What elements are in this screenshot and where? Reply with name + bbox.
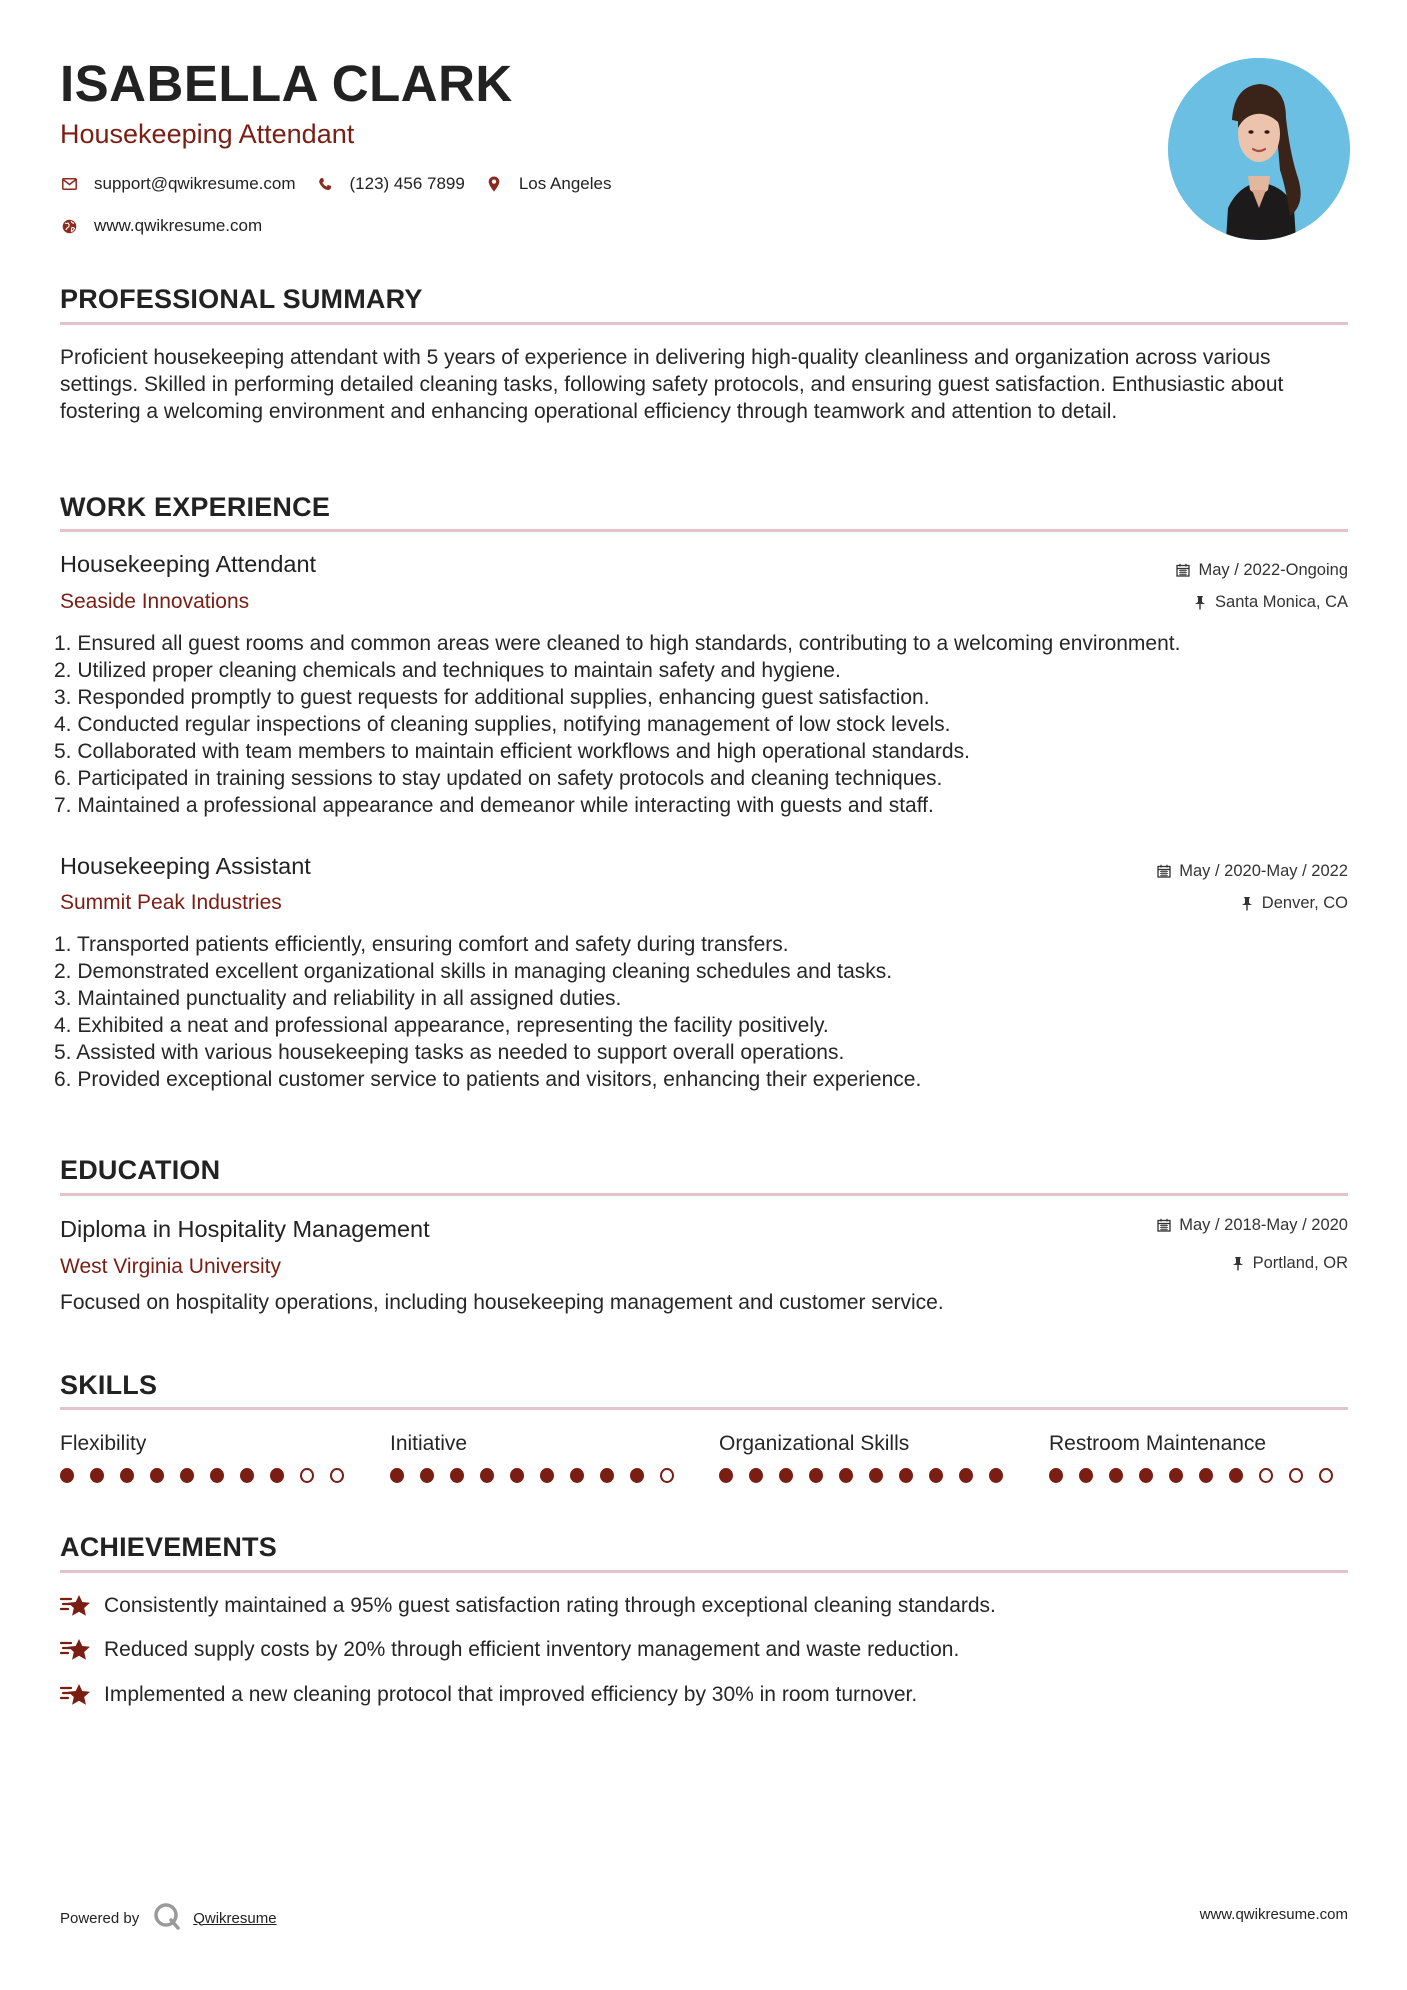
skill-name: Organizational Skills [719,1432,910,1455]
job-title: Housekeeping Assistant [60,853,311,879]
rating-dot-filled [779,1468,793,1483]
rating-dot-filled [959,1468,973,1483]
skill-name: Initiative [390,1432,468,1455]
section-title-achievements: ACHIEVEMENTS [60,1532,277,1562]
section-divider [60,529,1348,532]
job-company: Summit Peak Industries [60,891,282,914]
qwikresume-logo [153,1902,181,1934]
rating-dot-filled [1169,1468,1183,1483]
list-item: 1. Transported patients efficiently, ensuring comfort and safety during transfers. [54,933,789,956]
pin-icon [1192,594,1208,610]
list-item: 6. Provided exceptional customer service to patients and visitors, enhancing their experience. [54,1068,922,1091]
website-link[interactable]: www.qwikresume.com [94,216,263,235]
pin-icon [1230,1255,1246,1271]
rating-dot-empty [330,1468,344,1483]
rating-dot-filled [540,1468,554,1483]
rating-dot-filled [1049,1468,1063,1483]
skill-name: Flexibility [60,1432,147,1455]
footer-website[interactable]: www.qwikresume.com [1199,1906,1348,1923]
envelope-icon [60,175,78,193]
summary-text: Proficient housekeeping attendant with 5 years of experience in delivering high-quality cleanliness and organization across various settings. Skilled in performing detailed cleaning tasks, following safety protocols, and ensuring guest satisfaction. Enthusiastic about fostering a welcoming environment and enhancing operational efficiency through teamwork and attention to detail. [60,346,1284,423]
skill-rating [60,1468,360,1483]
section-title-summary: PROFESSIONAL SUMMARY [60,284,423,314]
rating-dot-filled [749,1468,763,1483]
rating-dot-filled [719,1468,733,1483]
list-item: 5. Assisted with various housekeeping tasks as needed to support overall operations. [54,1041,845,1064]
phone-number: (123) 456 7899 [349,174,465,193]
rating-dot-filled [989,1468,1003,1483]
rating-dot-filled [869,1468,883,1483]
achievement-item [60,1637,959,1663]
achievement-text: Reduced supply costs by 20% through efficient inventory management and waste reduction. [104,1638,960,1661]
list-item: 2. Utilized proper cleaning chemicals and techniques to maintain safety and hygiene. [54,659,841,682]
rating-dot-empty [1259,1468,1273,1483]
rating-dot-filled [809,1468,823,1483]
email-link[interactable]: support@qwikresume.com [94,174,296,193]
achievement-text: Implemented a new cleaning protocol that improved efficiency by 30% in room turnover. [104,1683,918,1706]
list-item: 2. Demonstrated excellent organizational skills in managing cleaning schedules and tasks. [54,960,893,983]
list-item: 7. Maintained a professional appearance and demeanor while interacting with guests and staff. [54,794,934,817]
job-location-text: Santa Monica, CA [1215,593,1348,611]
star-achievement-icon [60,1593,92,1619]
rating-dot-filled [1229,1468,1243,1483]
rating-dot-filled [570,1468,584,1483]
rating-dot-filled [240,1468,254,1483]
list-item: 4. Exhibited a neat and professional appearance, representing the facility positively. [54,1014,829,1037]
rating-dot-filled [600,1468,614,1483]
education-description: Focused on hospitality operations, including housekeeping management and customer service. [60,1291,944,1314]
section-title-education: EDUCATION [60,1155,221,1185]
calendar-icon [1175,562,1191,578]
skill-item [1049,1433,1349,1483]
list-item: 3. Maintained punctuality and reliability in all assigned duties. [54,987,622,1010]
rating-dot-filled [1109,1468,1123,1483]
job-location [1192,594,1348,611]
list-item: 5. Collaborated with team members to maintain efficient workflows and high operational standards. [54,740,970,763]
star-achievement-icon [60,1637,92,1663]
phone-icon [316,175,334,193]
rating-dot-filled [420,1468,434,1483]
section-divider [60,1193,1348,1196]
list-item: 6. Participated in training sessions to stay updated on safety protocols and cleaning techniques. [54,767,943,790]
job-title: Housekeeping Attendant [60,551,317,577]
resume-page [54,0,1348,1990]
skill-name: Restroom Maintenance [1049,1432,1267,1455]
job-company: Seaside Innovations [60,590,250,613]
rating-dot-empty [660,1468,674,1483]
section-divider [60,322,1348,325]
calendar-icon [1156,863,1172,879]
skill-item [60,1433,360,1483]
powered-by-label: Powered by [60,1909,140,1927]
job-bullet-list [54,630,1354,819]
skill-rating [719,1468,1019,1483]
rating-dot-filled [899,1468,913,1483]
job-location [1239,895,1348,912]
profile-photo [1168,58,1350,240]
job-dates [1156,863,1348,880]
achievement-item [60,1682,917,1708]
globe-icon [60,217,78,235]
rating-dot-filled [60,1468,74,1483]
education-school: West Virginia University [60,1255,281,1278]
education-dates [1156,1217,1348,1234]
rating-dot-empty [300,1468,314,1483]
skill-rating [1049,1468,1349,1483]
contact-row-primary [60,174,631,194]
rating-dot-filled [1139,1468,1153,1483]
education-location [1230,1255,1348,1272]
rating-dot-empty [1319,1468,1333,1483]
skill-item [719,1433,1019,1483]
rating-dot-filled [270,1468,284,1483]
section-divider [60,1570,1348,1573]
rating-dot-filled [480,1468,494,1483]
rating-dot-filled [120,1468,134,1483]
location-text: Los Angeles [518,174,612,193]
rating-dot-filled [839,1468,853,1483]
calendar-icon [1156,1217,1172,1233]
education-dates-text: May / 2018-May / 2020 [1179,1216,1348,1234]
rating-dot-filled [929,1468,943,1483]
education-degree: Diploma in Hospitality Management [60,1216,430,1242]
list-item: 3. Responded promptly to guest requests for additional supplies, enhancing guest satisfaction. [54,686,930,709]
qwikresume-link[interactable]: Qwikresume [193,1909,277,1927]
rating-dot-filled [210,1468,224,1483]
rating-dot-filled [150,1468,164,1483]
rating-dot-filled [1199,1468,1213,1483]
achievement-text: Consistently maintained a 95% guest satisfaction rating through exceptional cleaning standards. [104,1594,996,1617]
rating-dot-filled [510,1468,524,1483]
rating-dot-filled [90,1468,104,1483]
candidate-name: ISABELLA CLARK [60,55,513,112]
rating-dot-filled [1079,1468,1093,1483]
section-title-experience: WORK EXPERIENCE [60,492,331,522]
skill-rating [390,1468,690,1483]
contact-row-secondary [60,216,282,236]
section-divider [60,1407,1348,1410]
star-achievement-icon [60,1682,92,1708]
rating-dot-filled [390,1468,404,1483]
section-title-skills: SKILLS [60,1370,158,1400]
candidate-role: Housekeeping Attendant [60,119,355,149]
job-bullet-list [54,931,1354,1093]
rating-dot-filled [630,1468,644,1483]
list-item: 4. Conducted regular inspections of cleaning supplies, notifying management of low stock levels. [54,713,951,736]
rating-dot-filled [450,1468,464,1483]
job-dates-text: May / 2022-Ongoing [1198,561,1348,579]
footer-powered-by [60,1902,277,1934]
job-location-text: Denver, CO [1261,894,1348,912]
education-location-text: Portland, OR [1252,1254,1348,1272]
list-item: 1. Ensured all guest rooms and common areas were cleaned to high standards, contributing to a welcoming environment. [54,632,1181,655]
achievement-item [60,1593,996,1619]
job-dates-text: May / 2020-May / 2022 [1179,862,1348,880]
rating-dot-filled [180,1468,194,1483]
pin-icon [1239,895,1255,911]
map-pin-icon [485,175,503,193]
rating-dot-empty [1289,1468,1303,1483]
skill-item [390,1433,690,1483]
job-dates [1175,562,1348,579]
